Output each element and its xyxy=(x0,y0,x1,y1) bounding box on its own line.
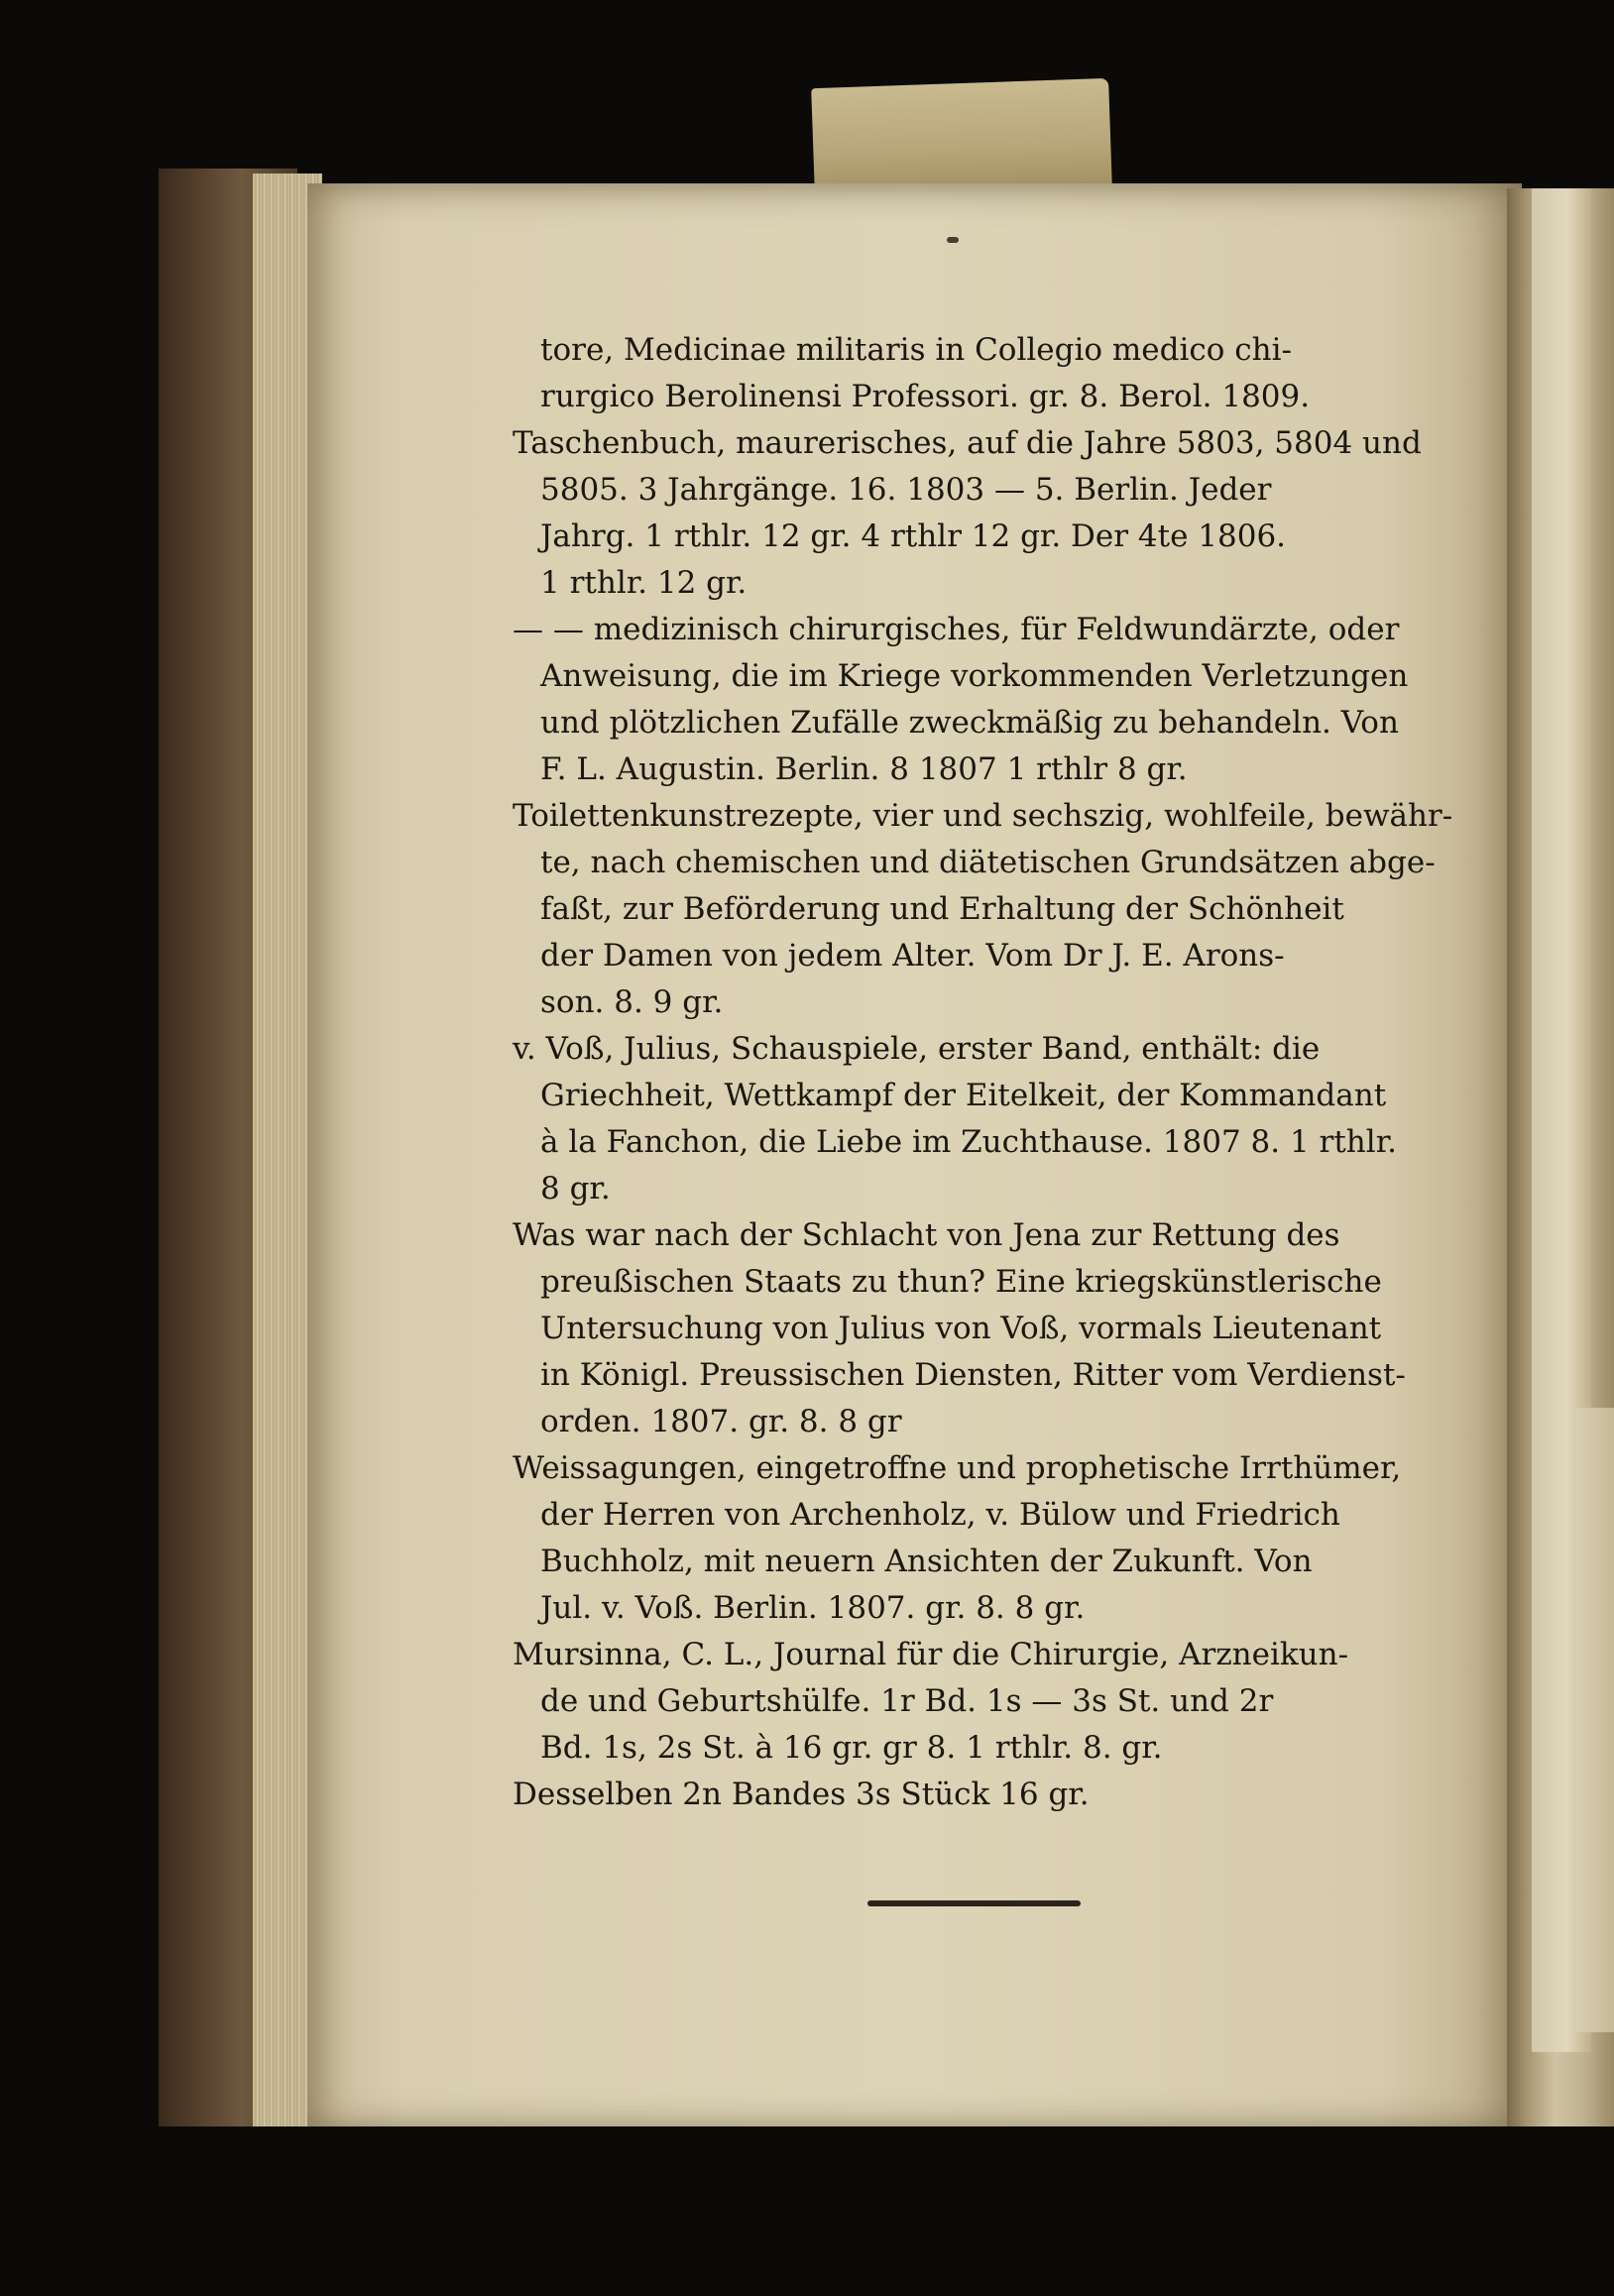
text-line: son. 8. 9 gr. xyxy=(540,984,724,1020)
entry-voss-schauspiele xyxy=(513,1026,1403,1212)
text-line: Weissagungen, eingetroffne und prophetische Irrthümer, xyxy=(513,1450,1402,1486)
text-line: in Königl. Preussischen Diensten, Ritter vom Verdienst- xyxy=(540,1357,1406,1393)
text-line: rurgico Berolinensi Professori. gr. 8. Berol. 1809. xyxy=(540,379,1311,414)
entry-weissagungen xyxy=(513,1445,1403,1632)
text-line: Mursinna, C. L., Journal für die Chirurgie, Arzneikun- xyxy=(513,1637,1349,1672)
text-line: 8 gr. xyxy=(540,1171,611,1206)
text-line: 5805. 3 Jahrgänge. 16. 1803 — 5. Berlin. Jeder xyxy=(540,472,1272,508)
page-text xyxy=(513,327,1453,1818)
text-line: à la Fanchon, die Liebe im Zuchthause. 1807 8. 1 rthlr. xyxy=(540,1124,1397,1160)
text-line: de und Geburtshülfe. 1r Bd. 1s — 3s St. und 2r xyxy=(540,1683,1274,1719)
text-line: Toilettenkunstrezepte, vier und sechszig, wohlfeile, bewähr- xyxy=(513,798,1453,834)
text-line: F. L. Augustin. Berlin. 8 1807 1 rthlr 8 gr. xyxy=(540,751,1188,787)
text-line: preußischen Staats zu thun? Eine kriegskünstlerische xyxy=(540,1264,1382,1300)
text-line: orden. 1807. gr. 8. 8 gr xyxy=(540,1404,902,1439)
paper-tab xyxy=(811,78,1112,197)
entry-continuation xyxy=(540,327,1403,420)
text-line: v. Voß, Julius, Schauspiele, erster Band, enthält: die xyxy=(513,1031,1321,1067)
text-line: Untersuchung von Julius von Voß, vormals Lieutenant xyxy=(540,1311,1382,1346)
facing-page-fold xyxy=(1576,1408,1614,2032)
text-line: Jahrg. 1 rthlr. 12 gr. 4 rthlr 12 gr. Der 4te 1806. xyxy=(540,518,1287,554)
text-line: faßt, zur Beförderung und Erhaltung der Schönheit xyxy=(540,891,1344,927)
text-line: Anweisung, die im Kriege vorkommenden Verletzungen xyxy=(540,658,1409,694)
entry-jena xyxy=(513,1212,1406,1445)
entry-toilettenkunst xyxy=(513,793,1453,1026)
text-line: Taschenbuch, maurerisches, auf die Jahre 5803, 5804 und xyxy=(513,425,1422,461)
text-line: Bd. 1s, 2s St. à 16 gr. gr 8. 1 rthlr. 8. gr. xyxy=(540,1730,1163,1766)
text-line: Was war nach der Schlacht von Jena zur Rettung des xyxy=(513,1217,1340,1253)
entry-medizinisch xyxy=(513,607,1409,793)
text-line: tore, Medicinae militaris in Collegio medico chi- xyxy=(540,332,1293,368)
text-line: — — medizinisch chirurgisches, für Feldwundärzte, oder xyxy=(513,612,1400,647)
end-rule xyxy=(867,1900,1081,1906)
text-line: der Damen von jedem Alter. Vom Dr J. E. Arons- xyxy=(540,938,1285,974)
text-line: der Herren von Archenholz, v. Bülow und Friedrich xyxy=(540,1497,1340,1533)
text-line: und plötzlichen Zufälle zweckmäßig zu behandeln. Von xyxy=(540,705,1399,741)
entry-taschenbuch xyxy=(513,420,1422,607)
text-line: Buchholz, mit neuern Ansichten der Zukunft. Von xyxy=(540,1544,1313,1579)
ink-mark xyxy=(947,237,959,243)
entry-desselben xyxy=(513,1772,1403,1818)
background-bottom xyxy=(159,2126,1614,2296)
text-line: Jul. v. Voß. Berlin. 1807. gr. 8. 8 gr. xyxy=(540,1590,1086,1626)
text-line: Griechheit, Wettkampf der Eitelkeit, der Kommandant xyxy=(540,1078,1387,1113)
entry-mursinna xyxy=(513,1632,1403,1772)
text-line: Desselben 2n Bandes 3s Stück 16 gr. xyxy=(513,1777,1090,1812)
text-line: 1 rthlr. 12 gr. xyxy=(540,565,748,601)
text-line: te, nach chemischen und diätetischen Grundsätzen abge- xyxy=(540,845,1436,880)
